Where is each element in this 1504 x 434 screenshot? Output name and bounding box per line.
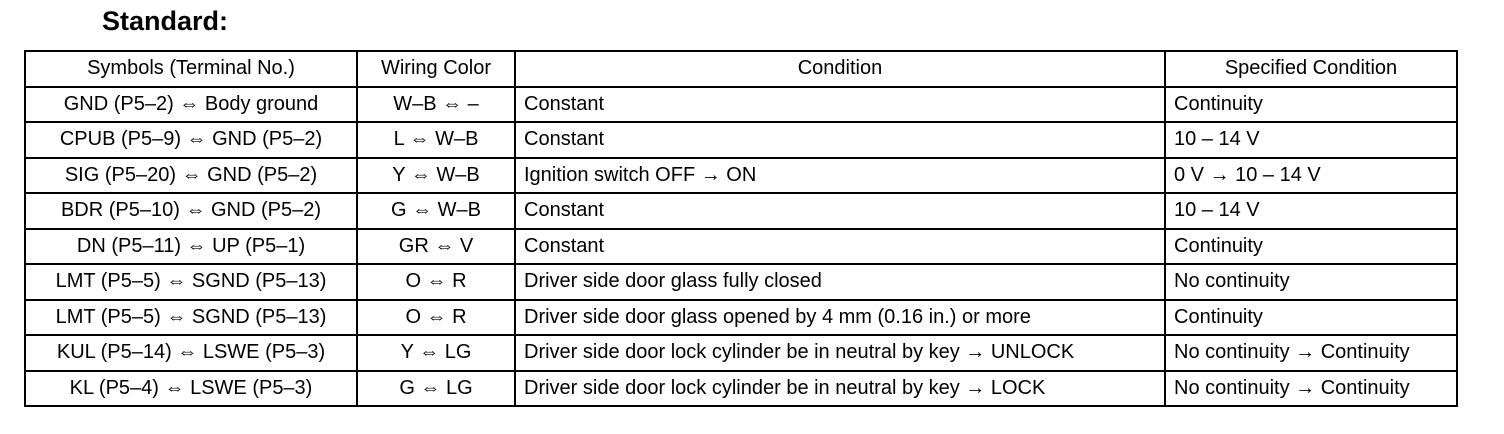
- specified-condition-cell: 0 V → 10 – 14 V: [1165, 158, 1457, 194]
- condition-cell: Constant: [515, 122, 1165, 158]
- table-row: [25, 371, 1457, 407]
- table-header-row: [25, 51, 1457, 87]
- standard-table: [24, 50, 1458, 407]
- wiring-color-cell: G ⇔ W–B: [357, 193, 515, 229]
- symbols-cell: DN (P5–11) ⇔ UP (P5–1): [25, 229, 357, 265]
- specified-condition-cell: Continuity: [1165, 300, 1457, 336]
- page-title: Standard:: [102, 6, 229, 36]
- specified-condition-cell: No continuity: [1165, 264, 1457, 300]
- symbols-cell: LMT (P5–5) ⇔ SGND (P5–13): [25, 264, 357, 300]
- condition-cell: Constant: [515, 229, 1165, 265]
- table-row: [25, 193, 1457, 229]
- table-row: [25, 158, 1457, 194]
- table-row: [25, 264, 1457, 300]
- header-condition: Condition: [515, 51, 1165, 87]
- specified-condition-cell: 10 – 14 V: [1165, 193, 1457, 229]
- condition-cell: Driver side door glass opened by 4 mm (0.16 in.) or more: [515, 300, 1165, 336]
- symbols-cell: CPUB (P5–9) ⇔ GND (P5–2): [25, 122, 357, 158]
- table-body: [25, 87, 1457, 407]
- condition-cell: Constant: [515, 87, 1165, 123]
- specified-condition-cell: No continuity → Continuity: [1165, 335, 1457, 371]
- table-row: [25, 229, 1457, 265]
- specified-condition-cell: Continuity: [1165, 87, 1457, 123]
- wiring-color-cell: Y ⇔ LG: [357, 335, 515, 371]
- condition-cell: Ignition switch OFF → ON: [515, 158, 1165, 194]
- header-specified-condition: Specified Condition: [1165, 51, 1457, 87]
- header-symbols: Symbols (Terminal No.): [25, 51, 357, 87]
- symbols-cell: KUL (P5–14) ⇔ LSWE (P5–3): [25, 335, 357, 371]
- table-row: [25, 335, 1457, 371]
- symbols-cell: KL (P5–4) ⇔ LSWE (P5–3): [25, 371, 357, 407]
- wiring-color-cell: W–B ⇔ –: [357, 87, 515, 123]
- condition-cell: Driver side door lock cylinder be in neutral by key → UNLOCK: [515, 335, 1165, 371]
- symbols-cell: BDR (P5–10) ⇔ GND (P5–2): [25, 193, 357, 229]
- condition-cell: Constant: [515, 193, 1165, 229]
- wiring-color-cell: G ⇔ LG: [357, 371, 515, 407]
- condition-cell: Driver side door glass fully closed: [515, 264, 1165, 300]
- table-row: [25, 122, 1457, 158]
- specified-condition-cell: No continuity → Continuity: [1165, 371, 1457, 407]
- specified-condition-cell: 10 – 14 V: [1165, 122, 1457, 158]
- wiring-color-cell: O ⇔ R: [357, 300, 515, 336]
- table-row: [25, 87, 1457, 123]
- condition-cell: Driver side door lock cylinder be in neutral by key → LOCK: [515, 371, 1165, 407]
- symbols-cell: SIG (P5–20) ⇔ GND (P5–2): [25, 158, 357, 194]
- symbols-cell: LMT (P5–5) ⇔ SGND (P5–13): [25, 300, 357, 336]
- specified-condition-cell: Continuity: [1165, 229, 1457, 265]
- table-row: [25, 300, 1457, 336]
- wiring-color-cell: Y ⇔ W–B: [357, 158, 515, 194]
- wiring-color-cell: O ⇔ R: [357, 264, 515, 300]
- wiring-color-cell: GR ⇔ V: [357, 229, 515, 265]
- symbols-cell: GND (P5–2) ⇔ Body ground: [25, 87, 357, 123]
- header-wiring-color: Wiring Color: [357, 51, 515, 87]
- wiring-color-cell: L ⇔ W–B: [357, 122, 515, 158]
